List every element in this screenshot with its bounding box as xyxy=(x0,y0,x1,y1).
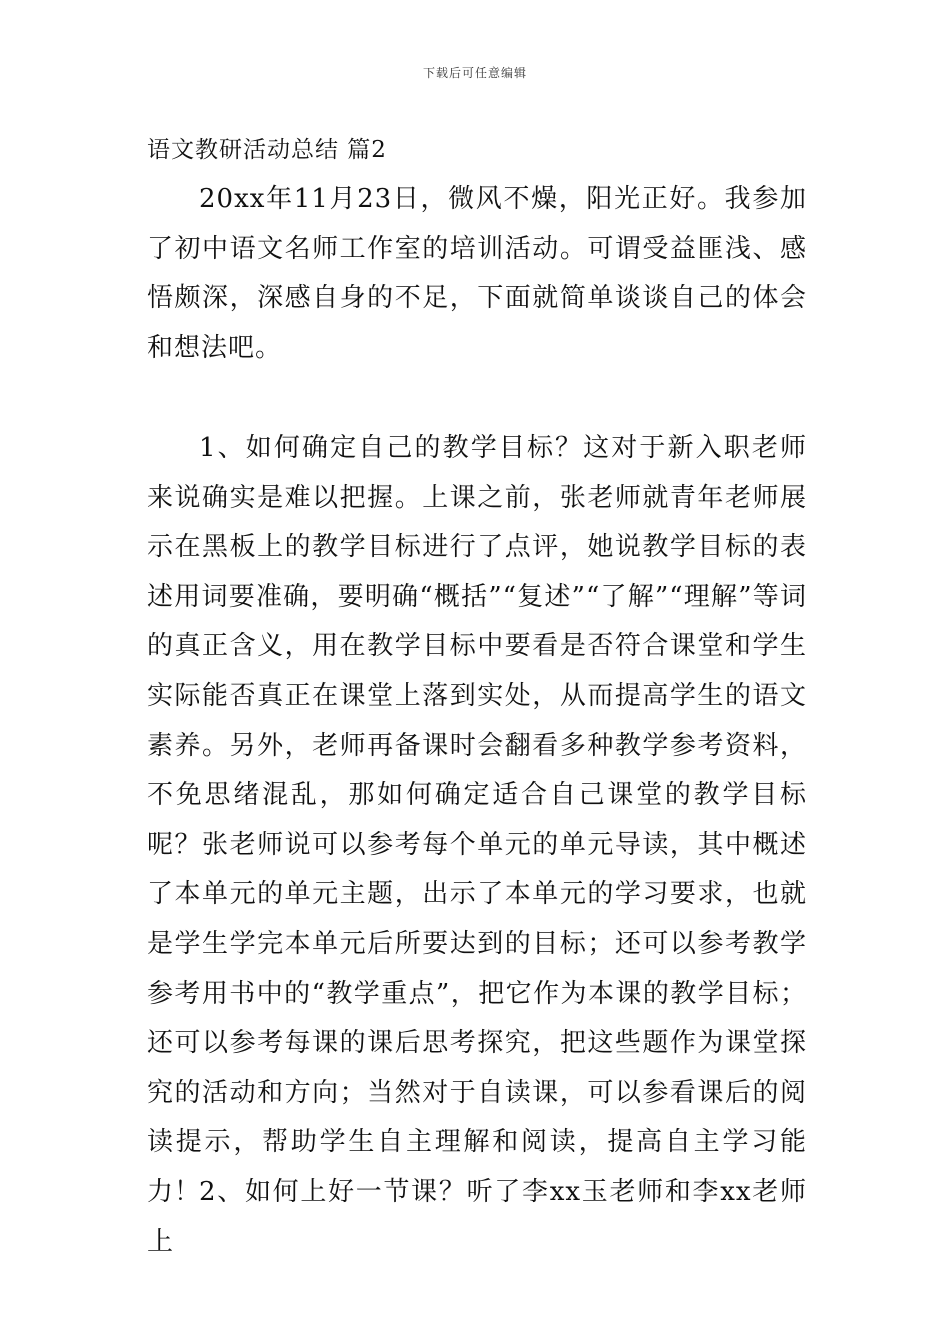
document-title: 语文教研活动总结 篇2 xyxy=(147,137,387,163)
paragraph-teaching-goals: 1、如何确定自己的教学目标？这对于新入职老师来说确实是难以把握。上课之前，张老师就青年老师展示在黑板上的教学目标进行了点评，她说教学目标的表述用词要准确，要明确“概括”“复述”“了解”“理解”等词的真正含义，用在教学目标中要看是否符合课堂和学生实际能否真正在课堂上落到实处，从而提高学生的语文素养。另外，老师再备课时会翻看多种教学参考资料，不免思绪混乱，那如何确定适合自己课堂的教学目标呢？张老师说可以参考每个单元的单元导读，其中概述了本单元的单元主题，出示了本单元的学习要求，也就是学生学完本单元后所要达到的目标；还可以参考教学参考用书中的“教学重点”，把它作为本课的教学目标；还可以参考每课的课后思考探究，把这些题作为课堂探究的活动和方向；当然对于自读课，可以参看课后的阅读提示，帮助学生自主理解和阅读，提高自主学习能力！ xyxy=(147,433,807,1207)
paragraph-intro: 20xx年11月23日，微风不燥，阳光正好。我参加了初中语文名师工作室的培训活动。可谓受益匪浅、感悟颇深，深感自身的不足，下面就简单谈谈自己的体会和想法吧。 xyxy=(147,184,807,363)
paragraph-good-lesson: 2、如何上好一节课？听了李xx玉老师和李xx老师上 xyxy=(147,1177,807,1257)
header-note: 下载后可任意编辑 xyxy=(422,66,527,80)
